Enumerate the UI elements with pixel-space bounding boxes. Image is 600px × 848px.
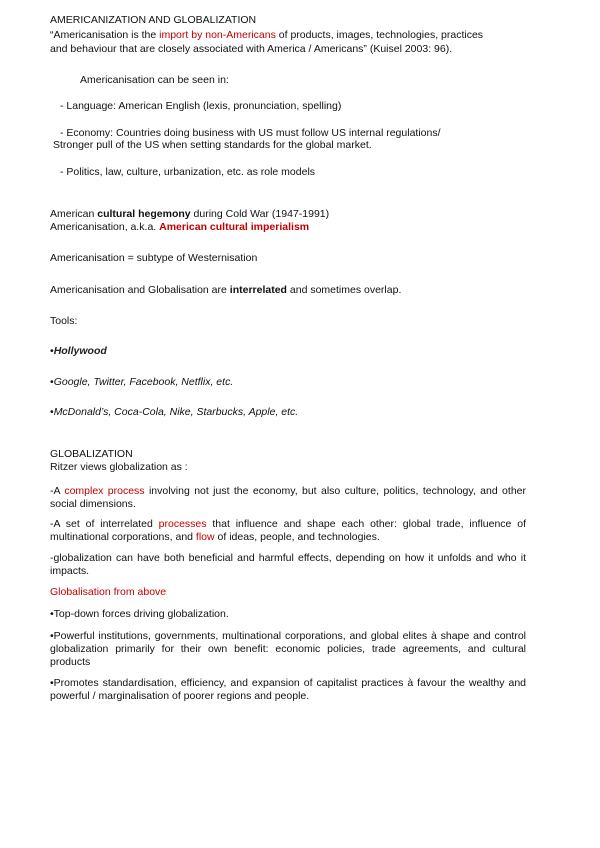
bullet: • [50, 345, 54, 357]
subtype-line: Americanisation = subtype of Westernisation [50, 252, 258, 264]
para-text: -A set of interrelated [50, 518, 159, 530]
bullet: • [50, 406, 54, 418]
tool-item [50, 376, 233, 389]
interrelated-text: and sometimes overlap. [286, 284, 402, 296]
hegemony-line [50, 208, 329, 221]
interrelated-bold: interrelated [229, 284, 287, 296]
above-point: •Promotes standardisation, efficiency, and expansion of capitalist practices à favour the wealthy and powerful / marginalisation of poorer regions and people. [50, 677, 526, 702]
glob-title: GLOBALIZATION [50, 448, 133, 460]
quote-text: “Americanisation is the [50, 29, 160, 41]
quote-line-1 [50, 29, 483, 42]
hegemony-text: during Cold War (1947-1991) [190, 208, 330, 220]
interrelated-line [50, 284, 401, 297]
tool-item [50, 406, 298, 419]
tools-label: Tools: [50, 315, 78, 327]
aka-highlight: American cultural imperialism [159, 221, 310, 233]
above-point: •Powerful institutions, governments, multinational corporations, and global elites à shape and control globalization primarily for their own benefit: economic policies, trade agreements, and cultural products [50, 630, 526, 668]
para-highlight: complex process [64, 485, 145, 497]
quote-text: of products, images, technologies, practices [275, 29, 484, 41]
aka-text: Americanisation, a.k.a. [50, 221, 160, 233]
complex-paragraph [50, 485, 526, 511]
para-highlight: processes [158, 518, 207, 530]
doc-title: AMERICANIZATION AND GLOBALIZATION [50, 14, 257, 26]
processes-paragraph [50, 518, 526, 544]
quote-line-2: and behaviour that are closely associated with America / Americans” (Kuisel 2003: 96). [50, 43, 453, 55]
hegemony-text: American [50, 208, 98, 220]
para-text: -A [50, 485, 65, 497]
hegemony-bold: cultural hegemony [97, 208, 191, 220]
tool-name: McDonald’s, Coca-Cola, Nike, Starbucks, Apple, etc. [53, 406, 299, 418]
tool-name: Hollywood [53, 345, 107, 357]
para-text: that influence and shape each other: global trade, influence of multinational corporations, and [50, 518, 526, 543]
ritzer-line: Ritzer views globalization as : [50, 461, 188, 473]
aka-line [50, 221, 309, 234]
para-text: of ideas, people, and technologies. [214, 531, 380, 543]
interrelated-text: Americanisation and Globalisation are [50, 284, 230, 296]
seen-in-heading: Americanisation can be seen in: [80, 74, 229, 86]
list-item-language: - Language: American English (lexis, pronunciation, spelling) [60, 100, 342, 112]
bullet: • [50, 376, 54, 388]
tool-item [50, 345, 107, 358]
para-highlight: flow [195, 531, 215, 543]
effects-paragraph: -globalization can have both beneficial and harmful effects, depending on how it unfolds and who it impacts. [50, 552, 526, 577]
list-item-economy: - Economy: Countries doing business with US must follow US internal regulations/ [60, 127, 441, 139]
tool-name: Google, Twitter, Facebook, Netflix, etc. [53, 376, 234, 388]
list-item-economy-cont: Stronger pull of the US when setting standards for the global market. [53, 139, 372, 151]
above-point: •Top-down forces driving globalization. [50, 608, 229, 620]
above-title: Globalisation from above [50, 586, 167, 598]
list-item-politics: - Politics, law, culture, urbanization, etc. as role models [60, 166, 316, 178]
para-text: involving not just the economy, but also culture, politics, technology, and other social dimensions. [50, 485, 526, 510]
quote-highlight: import by non-Americans [159, 29, 276, 41]
